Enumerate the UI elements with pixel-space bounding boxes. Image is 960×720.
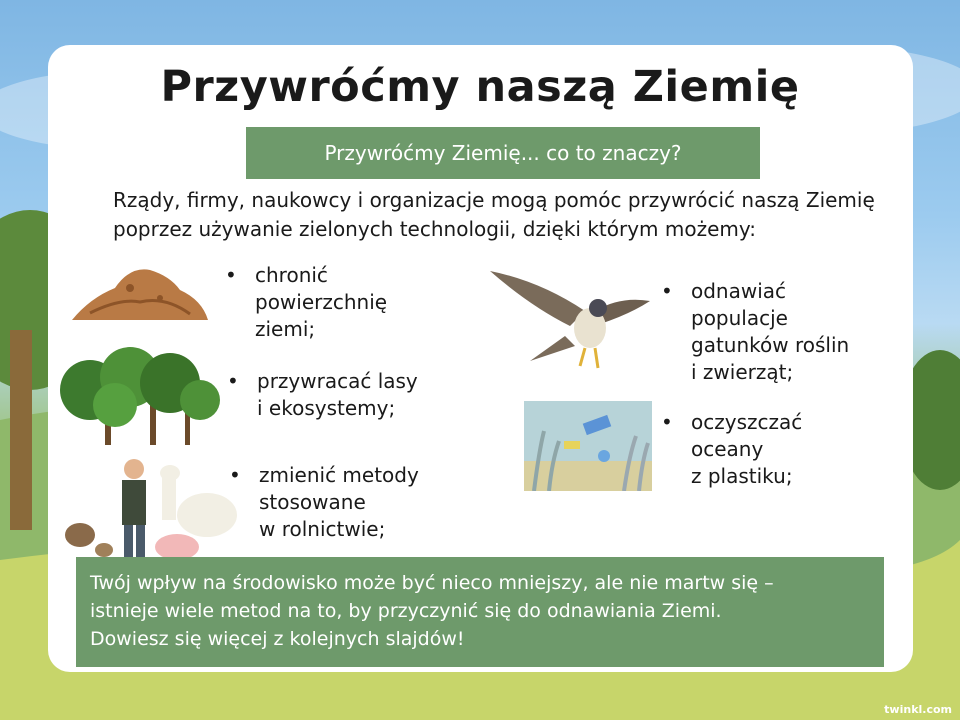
bullet-restore-species xyxy=(661,278,850,386)
falcon-bird-image xyxy=(490,266,655,376)
bullet-change-farming xyxy=(229,462,419,543)
bullet-dot: • xyxy=(661,279,673,303)
page-title: Przywróćmy naszą Ziemię xyxy=(160,62,800,112)
bullet-text: odnawiać populacje gatunków roślin i zwierząt; xyxy=(691,279,850,384)
farmer-animals-image xyxy=(62,455,242,570)
bullet-text: oczyszczać oceany z plastiku; xyxy=(691,410,803,488)
ocean-plastic-image xyxy=(524,401,652,491)
bullet-dot: • xyxy=(227,369,239,393)
bullet-restore-forests xyxy=(227,368,418,422)
bullet-dot: • xyxy=(225,263,237,287)
bullet-text: przywracać lasy i ekosystemy; xyxy=(257,369,418,420)
subtitle-banner xyxy=(246,127,760,179)
summary-box: Twój wpływ na środowisko może być nieco mniejszy, ale nie martw się – istnieje wiele metod na to, by przyczynić się do odnawiania Ziemi. Dowiesz się więcej z kolejnych slajdów! xyxy=(76,557,884,667)
brand-label: twinkl.com xyxy=(884,703,952,716)
bullet-clean-oceans xyxy=(661,409,803,490)
bullet-dot: • xyxy=(229,463,241,487)
intro-paragraph: Rządy, firmy, naukowcy i organizacje mogą pomóc przywrócić naszą Ziemię poprzez używanie zielonych technologii, dzięki którym możemy: xyxy=(113,188,875,241)
bullet-protect-soil xyxy=(225,262,388,343)
bullet-text: chronić powierzchnię ziemi; xyxy=(255,263,388,341)
forest-trees-image xyxy=(55,345,220,447)
subtitle-text: Przywróćmy Ziemię... co to znaczy? xyxy=(324,141,682,165)
soil-pile-image xyxy=(70,258,210,328)
bullet-dot: • xyxy=(661,410,673,434)
bullet-text: zmienić metody stosowane w rolnictwie; xyxy=(259,463,419,541)
